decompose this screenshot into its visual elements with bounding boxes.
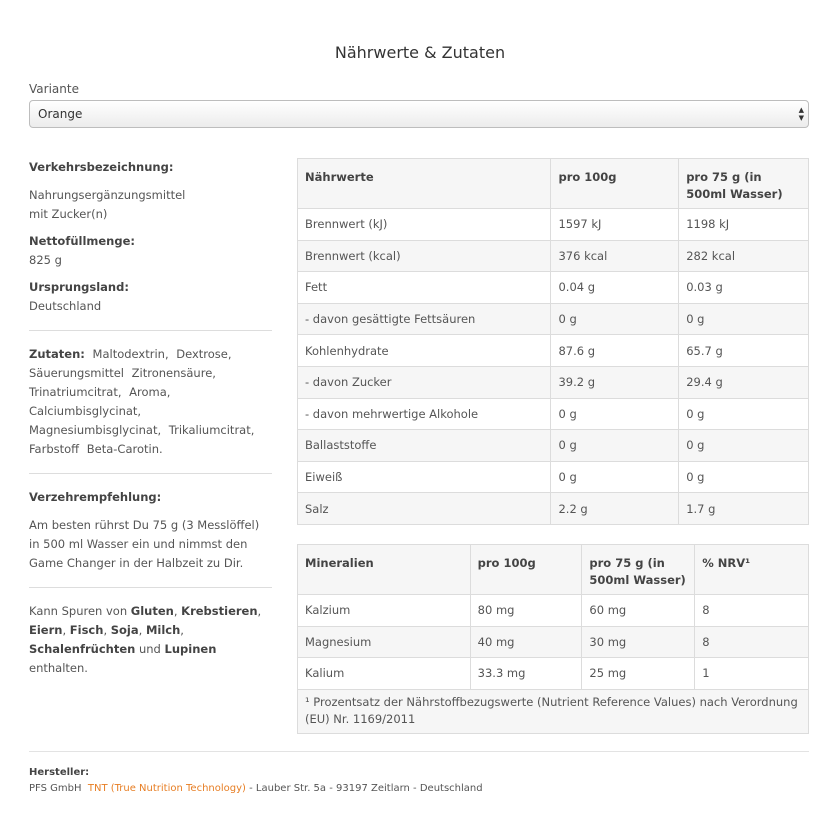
allergen-milk: Milch [145,623,181,637]
cell: 65.7 g [679,335,809,367]
nrv-footnote: ¹ Prozentsatz der Nährstoffbezugswerte (Nutrient Reference Values) nach Verordnung (EU) Nr. 1169/2011 [298,689,809,733]
divider [29,473,272,474]
cell: 80 mg [470,595,582,627]
cell: 2.2 g [551,493,679,525]
sep: und [135,642,165,656]
cell: 0 g [679,461,809,493]
designation-label: Verkehrsbezeichnung: [29,160,174,174]
table-row [298,303,809,335]
footer-divider [29,751,809,752]
variant-label: Variante [29,82,79,96]
cell: 33.3 mg [470,658,582,690]
nutrition-header: Nährwerte [298,159,551,209]
sep: , [173,604,182,618]
cell: Kalium [298,658,471,690]
cell: 0.03 g [679,272,809,304]
minerals-header: pro 75 g (in 500ml Wasser) [582,545,695,595]
allergen-gluten: Gluten [130,604,174,618]
cell: 8 [695,595,809,627]
select-arrows-icon: ▲ ▼ [798,106,804,122]
minerals-table [297,544,809,734]
table-row [298,335,809,367]
cell: 1597 kJ [551,209,679,241]
minerals-header: Mineralien [298,545,471,595]
nutrition-table [297,158,809,525]
table-row [298,209,809,241]
table-row [298,272,809,304]
allergen-note [29,602,272,678]
cell: Magnesium [298,626,471,658]
minerals-header: pro 100g [470,545,582,595]
table-row [298,430,809,462]
allergen-suffix: enthalten. [29,661,88,675]
sep: , [62,623,70,637]
cell: 0 g [551,303,679,335]
allergen-lupins: Lupinen [164,642,217,656]
variant-selected-value: Orange [38,107,83,121]
usage-label: Verzehrempfehlung: [29,490,162,504]
cell: Salz [298,493,551,525]
net-quantity-value: 825 g [29,253,62,267]
cell: Kohlenhydrate [298,335,551,367]
table-row [298,240,809,272]
cell: 0 g [679,303,809,335]
cell: Eiweiß [298,461,551,493]
cell: 376 kcal [551,240,679,272]
allergen-fish: Fisch [69,623,104,637]
allergen-soy: Soja [110,623,139,637]
nutrition-header-row [298,159,809,209]
cell: 1 [695,658,809,690]
cell: 0 g [551,430,679,462]
manufacturer-address: - Lauber Str. 5a - 93197 Zeitlarn - Deutschland [245,783,483,794]
origin-label: Ursprungsland: [29,280,129,294]
designation-value-2: mit Zucker(n) [29,207,108,221]
manufacturer-brand-link[interactable]: TNT (True Nutrition Technology) [87,783,246,794]
cell: - davon gesättigte Fettsäuren [298,303,551,335]
cell: 25 mg [582,658,695,690]
designation-value-1: Nahrungsergänzungsmittel [29,188,186,202]
cell: 1198 kJ [679,209,809,241]
cell: 0.04 g [551,272,679,304]
divider [29,330,272,331]
manufacturer-company: PFS GmbH [29,783,82,794]
minerals-header: % NRV¹ [695,545,809,595]
usage-text: Am besten rührst Du 75 g (3 Messlöffel) in 500 ml Wasser ein und nimmst den Game Changer in der Halbzeit zu Dir. [29,518,260,570]
cell: 8 [695,626,809,658]
allergen-prefix: Kann Spuren von [29,604,131,618]
cell: 282 kcal [679,240,809,272]
table-row [298,626,809,658]
sep: , [103,623,111,637]
net-quantity-label: Nettofüllmenge: [29,234,135,248]
product-info [29,158,272,678]
page-title: Nährwerte & Zutaten [334,43,506,62]
sep: , [138,623,146,637]
cell: Kalzium [298,595,471,627]
table-row [298,461,809,493]
nutrition-header: pro 100g [551,159,679,209]
table-row [298,595,809,627]
cell: Ballaststoffe [298,430,551,462]
sep: , [257,604,262,618]
cell: 0 g [679,398,809,430]
table-row [298,398,809,430]
ingredients-text: Maltodextrin, Dextrose, Säuerungsmittel Zitronensäure, Trinatriumcitrat, Aroma, Calciumbisglycinat, Magnesiumbisglycinat, Trikaliumcitrat, Farbstoff Beta-Carotin. [29,347,255,456]
manufacturer-line [29,783,483,794]
minerals-header-row [298,545,809,595]
manufacturer-label: Hersteller: [29,767,90,778]
origin-value: Deutschland [29,299,102,313]
cell: Brennwert (kcal) [298,240,551,272]
cell: 0 g [679,430,809,462]
ingredients-label: Zutaten: [29,347,85,361]
table-row [298,689,809,733]
table-row [298,493,809,525]
cell: - davon mehrwertige Alkohole [298,398,551,430]
nutrition-header: pro 75 g (in 500ml Wasser) [679,159,809,209]
sep: , [180,623,184,637]
cell: 1.7 g [679,493,809,525]
allergen-eggs: Eiern [29,623,63,637]
cell: 0 g [551,398,679,430]
cell: 39.2 g [551,366,679,398]
table-row [298,366,809,398]
cell: 60 mg [582,595,695,627]
table-row [298,658,809,690]
ingredients [29,345,272,459]
divider [29,587,272,588]
cell: Fett [298,272,551,304]
cell: - davon Zucker [298,366,551,398]
allergen-nuts: Schalenfrüchten [29,642,136,656]
cell: Brennwert (kJ) [298,209,551,241]
cell: 87.6 g [551,335,679,367]
cell: 0 g [551,461,679,493]
cell: 40 mg [470,626,582,658]
cell: 30 mg [582,626,695,658]
cell: 29.4 g [679,366,809,398]
allergen-crustaceans: Krebstieren [181,604,258,618]
variant-select[interactable] [29,100,809,128]
